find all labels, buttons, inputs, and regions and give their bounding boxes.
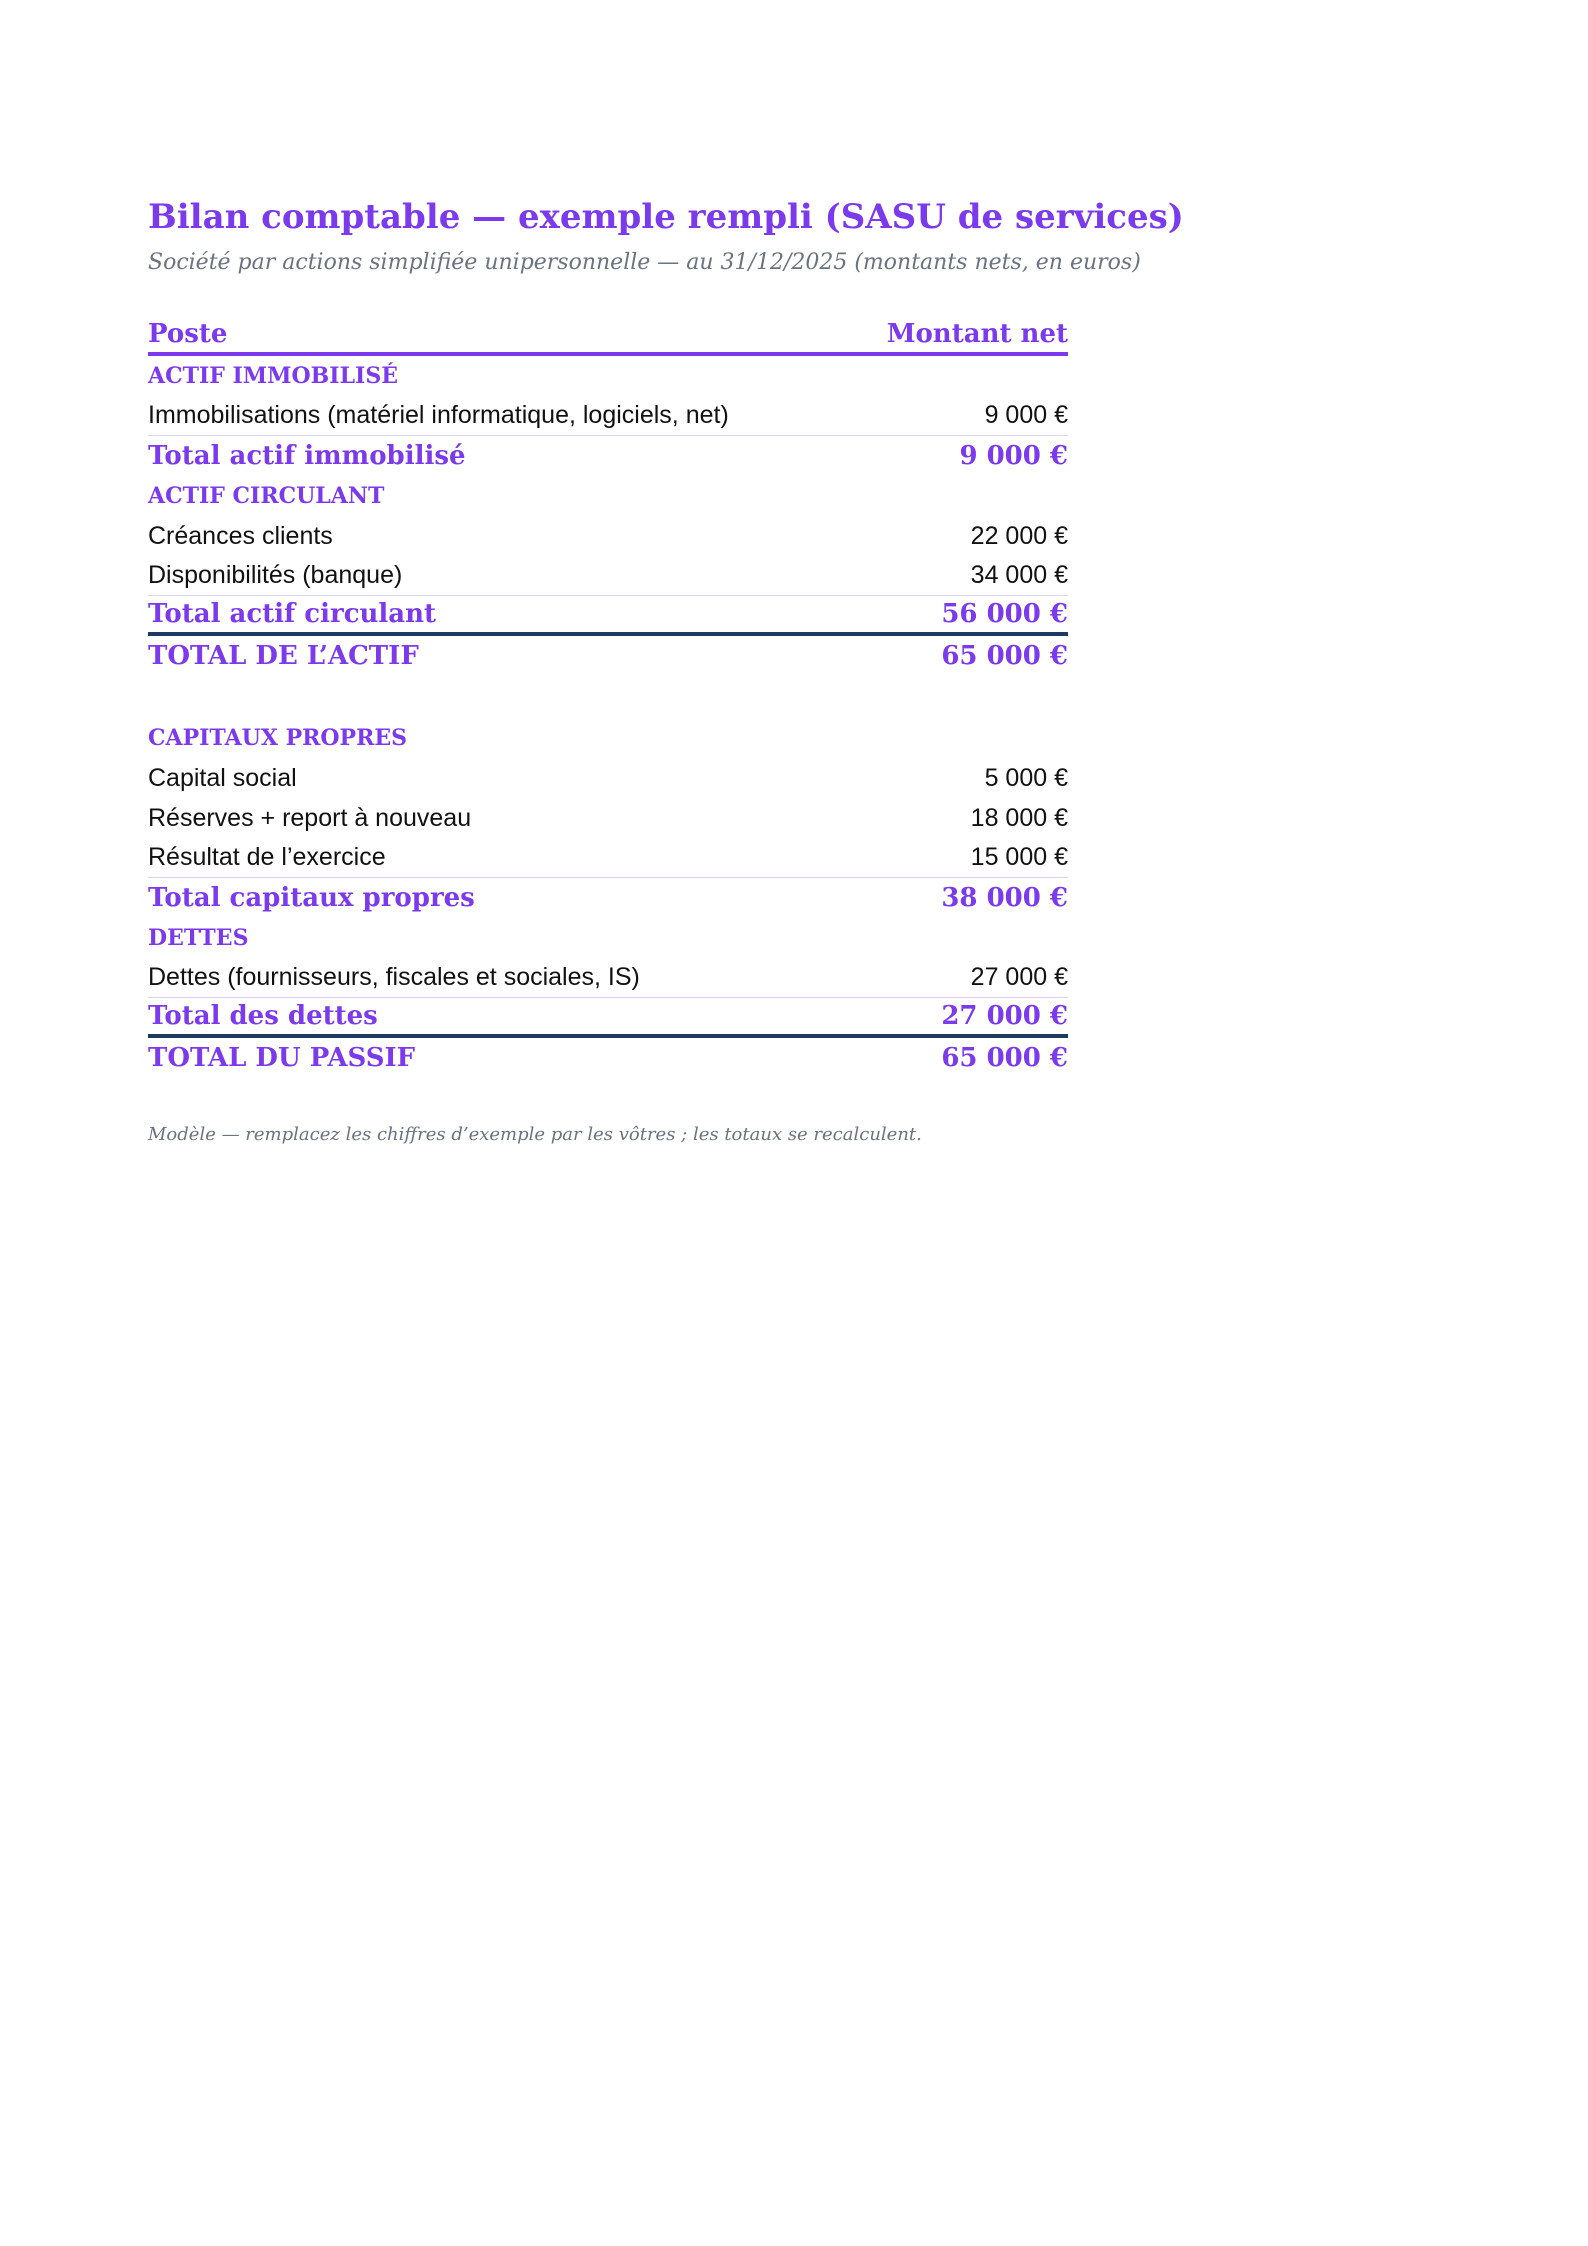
- section-actif-immobilise: [148, 356, 1068, 396]
- grand-total-amount: 65 000 €: [941, 1043, 1068, 1073]
- row-amount: 5 000 €: [984, 763, 1068, 792]
- subtotal-label: Total actif immobilisé: [148, 441, 466, 471]
- subtotal-label: Total actif circulant: [148, 599, 437, 629]
- row-amount: 34 000 €: [970, 561, 1068, 589]
- row-amount: 27 000 €: [970, 963, 1068, 991]
- grand-total-label: TOTAL DE L’ACTIF: [148, 641, 419, 671]
- title-container: [148, 190, 1184, 282]
- document-title: Bilan comptable — exemple rempli (SASU de services): [148, 197, 1184, 237]
- subtotal-label: Total des dettes: [148, 1001, 378, 1031]
- column-header-montant: Montant net: [886, 319, 1068, 349]
- subtotal-amount: 27 000 €: [941, 1001, 1068, 1031]
- table-row: [148, 758, 1068, 798]
- table-row: [148, 556, 1068, 596]
- row-label: Disponibilités (banque): [148, 561, 403, 589]
- section-actif-circulant: [148, 476, 1068, 516]
- document-subtitle: Société par actions simplifiée unipersonnelle — au 31/12/2025 (montants nets, en euros): [148, 250, 1141, 275]
- row-label: Dettes (fournisseurs, fiscales et sociales, IS): [148, 963, 640, 991]
- grand-total-amount: 65 000 €: [941, 641, 1068, 671]
- row-label: Créances clients: [148, 521, 333, 550]
- section-label: ACTIF IMMOBILISÉ: [148, 363, 398, 389]
- section-label: DETTES: [148, 925, 249, 951]
- row-label: Immobilisations (matériel informatique, logiciels, net): [148, 401, 729, 429]
- table-row: [148, 516, 1068, 556]
- subtotal-label: Total capitaux propres: [148, 883, 475, 913]
- table-row: [148, 396, 1068, 436]
- row-label: Résultat de l’exercice: [148, 843, 386, 871]
- subtotal-actif-immobilise: [148, 436, 1068, 476]
- document-footnote: Modèle — remplacez les chiffres d’exemple par les vôtres ; les totaux se recalculent.: [148, 1124, 922, 1145]
- row-amount: 9 000 €: [984, 401, 1068, 429]
- balance-sheet-document: [148, 190, 1184, 1145]
- grand-total-passif: [148, 1038, 1068, 1078]
- subtotal-amount: 9 000 €: [959, 441, 1068, 471]
- section-label: CAPITAUX PROPRES: [148, 725, 408, 751]
- section-label: ACTIF CIRCULANT: [148, 483, 385, 509]
- subtotal-actif-circulant: [148, 596, 1068, 636]
- section-capitaux-propres: [148, 718, 1068, 758]
- table-header: [148, 316, 1068, 356]
- row-label: Capital social: [148, 763, 297, 792]
- subtotal-dettes: [148, 998, 1068, 1038]
- subtotal-capitaux-propres: [148, 878, 1068, 918]
- row-amount: 15 000 €: [970, 843, 1068, 871]
- grand-total-label: TOTAL DU PASSIF: [148, 1043, 416, 1073]
- row-label: Réserves + report à nouveau: [148, 803, 472, 832]
- balance-table: [148, 316, 1068, 1078]
- section-dettes: [148, 918, 1068, 958]
- table-row: [148, 958, 1068, 998]
- subtotal-amount: 56 000 €: [941, 599, 1068, 629]
- row-amount: 22 000 €: [970, 521, 1068, 550]
- table-row: [148, 798, 1068, 838]
- grand-total-actif: [148, 636, 1068, 676]
- subtotal-amount: 38 000 €: [941, 883, 1068, 913]
- column-header-poste: Poste: [148, 319, 228, 349]
- table-row: [148, 838, 1068, 878]
- section-spacer: [148, 676, 1068, 718]
- row-amount: 18 000 €: [970, 803, 1068, 832]
